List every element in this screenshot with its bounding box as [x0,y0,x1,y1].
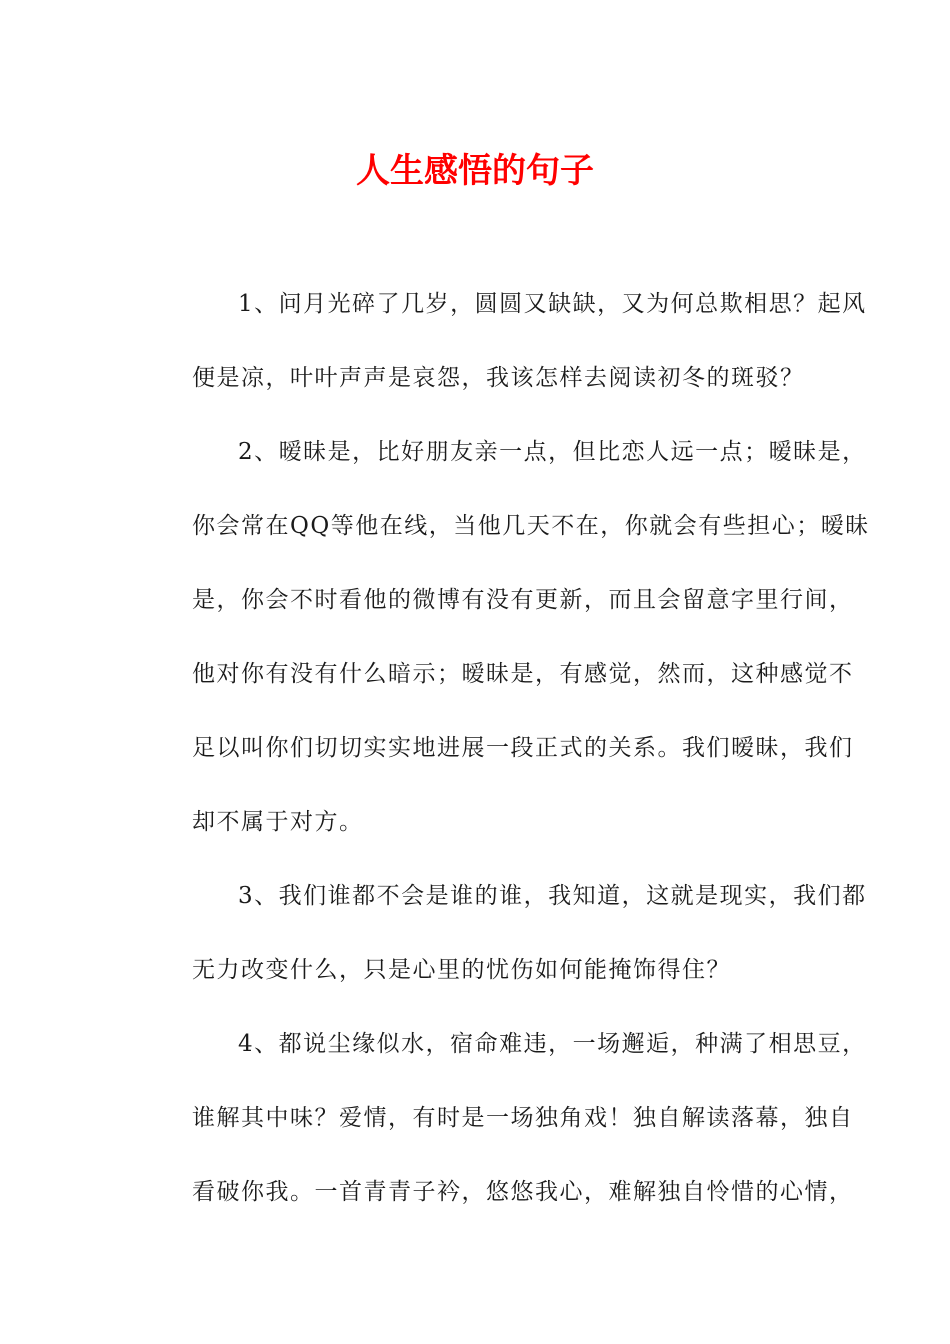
document-body [146,285,870,1247]
paragraph-line: 3、我们谁都不会是谁的谁，我知道，这就是现实，我们都 [238,883,867,909]
paragraph-line: 便是凉，叶叶声声是哀怨，我该怎样去阅读初冬的斑驳？ [192,365,805,391]
paragraph-4 [146,1025,867,1211]
paragraph-line: 你会常在QQ等他在线，当他几天不在，你就会有些担心；暧昧 [192,513,870,539]
paragraph-1 [146,285,867,397]
paragraph-3 [146,877,867,989]
paragraph-line: 是，你会不时看他的微博有没有更新，而且会留意字里行间， [192,587,854,613]
paragraph-line: 无力改变什么，只是心里的忧伤如何能掩饰得住？ [192,957,731,983]
paragraph-line: 他对你有没有什么暗示；暧昧是，有感觉，然而，这种感觉不 [192,661,854,687]
paragraph-line: 看破你我。一首青青子衿，悠悠我心，难解独自怜惜的心情， [192,1179,854,1205]
paragraph-2 [146,433,870,841]
paragraph-line: 1、问月光碎了几岁，圆圆又缺缺，又为何总欺相思？起风 [238,291,867,317]
paragraph-line: 谁解其中味？爱情，有时是一场独角戏！独自解读落幕，独自 [192,1105,854,1131]
paragraph-line: 足以叫你们切切实实地进展一段正式的关系。我们暧昧，我们 [192,735,854,761]
paragraph-line: 2、暧昧是，比好朋友亲一点，但比恋人远一点；暧昧是， [238,439,867,465]
document-title: 人生感悟的句子 [356,151,594,191]
paragraph-line: 4、都说尘缘似水，宿命难违，一场邂逅，种满了相思豆， [238,1031,867,1057]
paragraph-line: 却不属于对方。 [192,809,364,835]
